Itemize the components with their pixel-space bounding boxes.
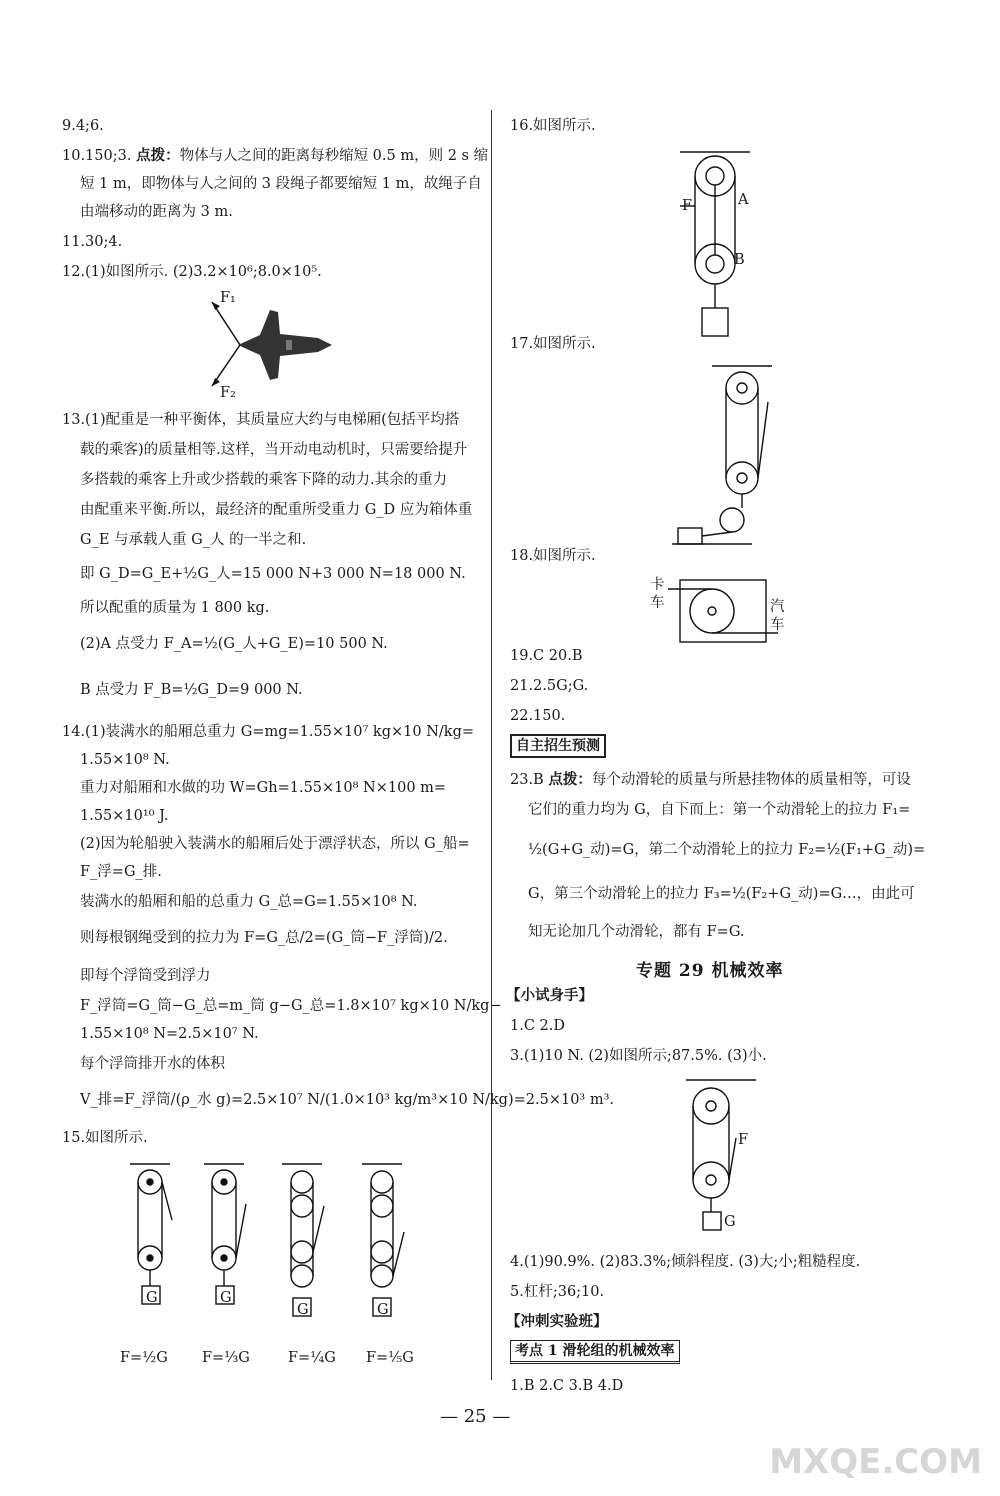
hint-label: 点拨： [136, 147, 180, 164]
pulley-figure-18 [678, 578, 768, 648]
weight-label: G [377, 1302, 389, 1318]
force-label-f1: F₁ [220, 290, 236, 306]
answer-11: 11.30;4. [62, 234, 123, 250]
text-line: 它们的重力均为 G，自下而上：第一个动滑轮上的拉力 F₁= [528, 802, 911, 818]
answer-17: 17.如图所示. [510, 336, 596, 352]
answer-10-text: 物体与人之间的距离每秒缩短 0.5 m，则 2 s 缩 [179, 148, 489, 164]
text-line: 1.55×10⁸ N. [80, 752, 170, 768]
text-line: 由端移动的距离为 3 m. [80, 204, 233, 220]
pulley-figure-3 [676, 1076, 766, 1236]
watermark [769, 1442, 982, 1482]
answer-22: 22.150. [510, 708, 566, 724]
answer-9: 9.4;6. [62, 118, 104, 134]
formula-f1: F=½G [120, 1350, 168, 1366]
text-line: F_浮=G_排. [80, 864, 162, 880]
text-line: 所以配重的质量为 1 800 kg. [80, 600, 270, 616]
formula-f4: F=⅕G [366, 1350, 414, 1366]
pulley-figure-17 [672, 362, 782, 552]
text-line: (2)因为轮船驶入装满水的船厢后处于漂浮状态，所以 G_船= [80, 836, 470, 852]
text-line: 每个浮筒排开水的体积 [80, 1056, 225, 1072]
weight-label: G [724, 1214, 736, 1230]
answer-5: 5.杠杆;36;10. [510, 1284, 605, 1300]
car-label: 汽车 [770, 599, 785, 633]
force-label-f2: F₂ [220, 385, 236, 401]
answer-23-text: 每个动滑轮的质量与所悬挂物体的质量相等，可设 [591, 772, 911, 788]
formula-line: 则每根钢绳受到的拉力为 F=G_总/2=(G_筒−F_浮筒)/2. [80, 930, 448, 946]
formula-line: G，第三个动滑轮上的拉力 F₃=½(F₂+G_动)=G…，由此可 [528, 886, 915, 902]
text-line: G_E 与承载人重 G_人 的一半之和. [80, 532, 307, 548]
column-divider [491, 110, 492, 1380]
section-box-recruitment: 自主招生预测 [510, 734, 606, 758]
text-line: 由配重来平衡.所以，最经济的配重所受重力 G_D 应为箱体重 [80, 502, 473, 518]
formula-line: 即 G_D=G_E+½G_人=15 000 N+3 000 N=18 000 N. [80, 566, 466, 582]
pulley-label-b: B [734, 252, 745, 268]
answer-10-value: 10.150;3. [62, 148, 132, 164]
text-line: 载的乘客)的质量相等.这样，当开动电动机时，只需要给提升 [80, 442, 468, 458]
text-line: 多搭载的乘客上升或少搭载的乘客下降的动力.其余的重力 [80, 472, 448, 488]
answer-16: 16.如图所示. [510, 118, 596, 134]
answer-18: 18.如图所示. [510, 548, 596, 564]
formula-f2: F=⅓G [202, 1350, 250, 1366]
weight-label: G [220, 1290, 232, 1306]
pulley-diagrams-15 [120, 1160, 440, 1320]
text-line: 装满水的船厢和船的总重力 G_总=G=1.55×10⁸ N. [80, 894, 418, 910]
answer-10 [62, 146, 488, 166]
force-label: F [738, 1132, 749, 1148]
topic-box: 考点 1 滑轮组的机械效率 [510, 1340, 680, 1364]
text-line: 1.55×10⁸ N=2.5×10⁷ N. [80, 1026, 259, 1042]
answer-23-value: 23.B [510, 772, 544, 788]
answer-4: 4.(1)90.9%. (2)83.3%;倾斜程度. (3)大;小;粗糙程度. [510, 1254, 861, 1270]
formula-line: F_浮筒=G_筒−G_总=m_筒 g−G_总=1.8×10⁷ kg×10 N/kg− [80, 998, 502, 1014]
weight-label: G [297, 1302, 309, 1318]
formula-line: V_排=F_浮筒/(ρ_水 g)=2.5×10⁷ N/(1.0×10³ kg/m³×10 N/kg)=2.5×10³ m³. [80, 1092, 615, 1108]
text-line: 重力对船厢和水做的功 W=Gh=1.55×10⁸ N×100 m= [80, 780, 447, 796]
page-number: — 25 — [440, 1406, 511, 1427]
answer-topic1: 1.B 2.C 3.B 4.D [510, 1378, 624, 1394]
watermark-text: MXQE.COM [769, 1442, 982, 1482]
answer-15: 15.如图所示. [62, 1130, 148, 1146]
text-line: 1.55×10¹⁰ J. [80, 808, 169, 824]
formula-line: ½(G+G_动)=G，第二个动滑轮上的拉力 F₂=½(F₁+G_动)= [528, 842, 926, 858]
section-title: 专题 29 机械效率 [636, 961, 784, 981]
hint-label: 点拨： [548, 771, 592, 788]
text-line: 短 1 m，即物体与人之间的 3 段绳子都要缩短 1 m，故绳子自 [80, 176, 482, 192]
pulley-label-a: A [738, 192, 749, 208]
pulley-figure-16 [670, 146, 760, 346]
answer-14: 14.(1)装满水的船厢总重力 G=mg=1.55×10⁷ kg×10 N/kg= [62, 724, 474, 740]
answer-1-2: 1.C 2.D [510, 1018, 565, 1034]
force-label: F [682, 198, 693, 214]
answer-21: 21.2.5G;G. [510, 678, 589, 694]
formula-line: (2)A 点受力 F_A=½(G_人+G_E)=10 500 N. [80, 636, 388, 652]
answer-19-20: 19.C 20.B [510, 648, 583, 664]
answer-12: 12.(1)如图所示. (2)3.2×10⁶;8.0×10⁵. [62, 264, 322, 280]
weight-label: G [146, 1290, 158, 1306]
text-line: 即每个浮筒受到浮力 [80, 968, 211, 984]
formula-line: B 点受力 F_B=½G_D=9 000 N. [80, 682, 303, 698]
subsection-label: 【小试身手】 [506, 987, 593, 1004]
text-line: 知无论加几个动滑轮，都有 F=G. [528, 924, 745, 940]
answer-3: 3.(1)10 N. (2)如图所示;87.5%. (3)小. [510, 1048, 767, 1064]
answer-13: 13.(1)配重是一种平衡体，其质量应大约与电梯厢(包括平均搭 [62, 412, 460, 428]
formula-f3: F=¼G [288, 1350, 336, 1366]
subsection-label: 【冲刺实验班】 [506, 1313, 608, 1330]
truck-label: 卡车 [650, 577, 665, 611]
answer-23 [510, 770, 911, 790]
